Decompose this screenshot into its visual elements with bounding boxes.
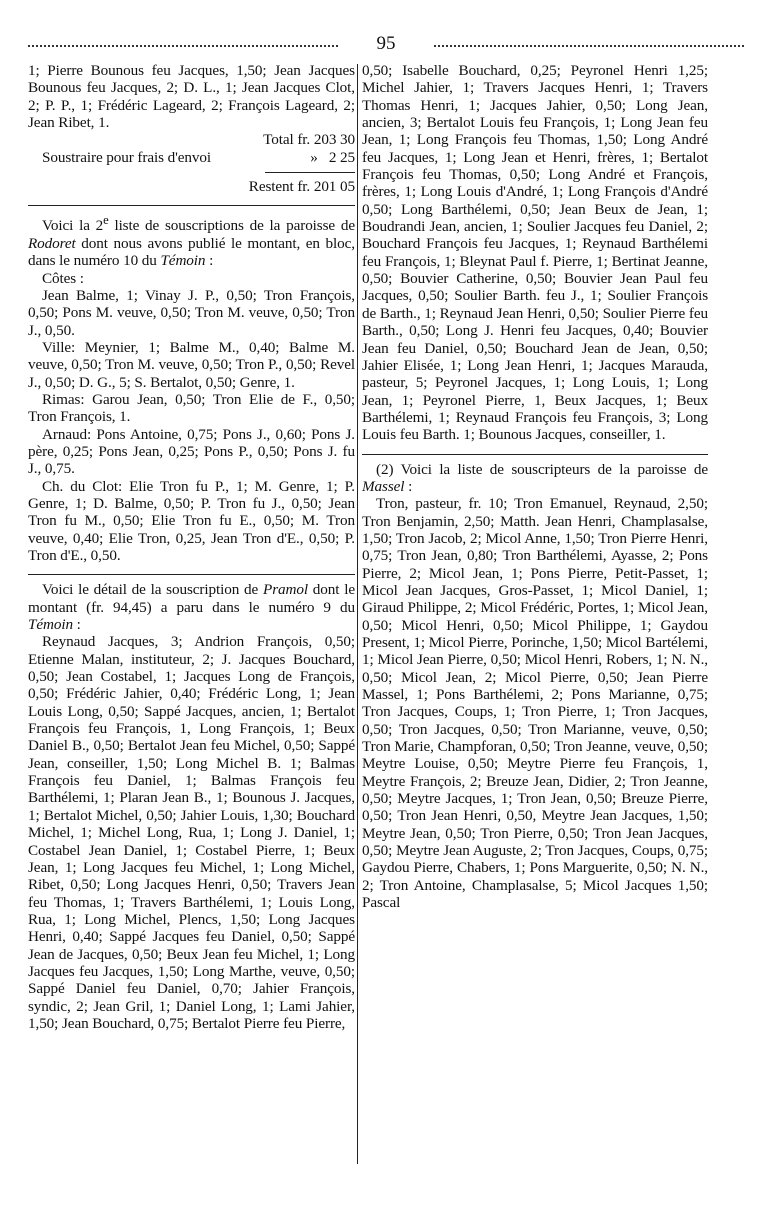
subtract-label: Soustraire pour frais d'envoi: [42, 148, 211, 166]
arnaud-list: Arnaud: Pons Antoine, 0,75; Pons J., 0,60; Pons J. père, 0,25; Pons Jean, 0,25; Pons P., 0,50; Pons J. fu J., 0,75.: [28, 425, 355, 478]
massel-list: Tron, pasteur, fr. 10; Tron Emanuel, Reynaud, 2,50; Tron Benjamin, 2,50; Matth. Jean Henri, Champlasalse, 1,50; Tron Jacob, 2; Micol Anne, 1,50; Tron Pierre Henri, 0,75; Tron Jean, 0,80; Tron Barthélemi, Ayasse, 2; Pons Pierre, 2; Micol Jean, 1; Pons Pierre, Petit-Passet, 1; Micol Jean Jacques, Gros-Passet, 1; Micol Daniel, 1; Giraud Philippe, 2; Micol Frédéric, Portes, 1; Micol Jean, 0,50; Micol Henri, 0,50; Micol Philippe, 1; Gaydou Present, 1; Micol Pierre, Porinche, 1,50; Micol Bartélemi, 1; Micol Jean Pierre, 0,50; Micol Henri, Robers, 1; N. N., 0,50; Micol Jean, 2; Micol Pierre, 0,50; Jean Pierre Massel, 1; Pons Barthélemi, 2; Pons Marianne, 0,75; Tron Jacques, Coups, 1; Tron Pierre, 1; Tron Jacques, 0,50; Tron Jacques, 0,50; Tron Marianne, veuve, 0,50; Tron Marie, Champforan, 0,50; Tron Jeanne, veuve, 0,50; Meytre Louise, 0,50; Meytre Pierre feu François, 1, Meytre François, 2; Breuze Jean, Didier, 2; Tron Jeanne, 0,50; Meytre Jacques, 1; Tron Jean, 0,50; Breuze Pierre, 0,50; Tron Jean Henri, 0,50, Meytre Jean Jacques, 1,50; Meytre Jean, 0,50; Tron Pierre, 0,50; Tron Jean Jacques, 0,50; Meytre Jean Auguste, 2; Tron Jacques, Coups, 0,75; Gaydou Pierre, Chabers, 1; Pons Marguerite, 0,50; N. N., 2; Tron Antoine, Champlasalse, 5; Micol Jacques 1,50; Pascal: [362, 495, 708, 912]
bounous-list-end: 1; Pierre Bounous feu Jacques, 1,50; Jean Jacques Bounous feu Jacques, 2; D. L., 1; Jean Jacques Clot, 2; P. P., 1; Frédéric Lageard, 2; François Lageard, 2; Jean Ribet, 1.: [28, 62, 355, 132]
place-rodoret: Rodoret: [28, 234, 76, 252]
restent-line: Restent fr. 201 05: [28, 174, 355, 195]
place-massel: Massel: [362, 477, 405, 495]
journal-name: Témoin: [28, 616, 73, 634]
cotes-list: Jean Balme, 1; Vinay J. P., 0,50; Tron François, 0,50; Pons M. veuve, 0,50; Tron M. veuve, 0,50; Tron J., 0,50.: [28, 286, 355, 339]
page-number: 95: [376, 33, 396, 54]
section-rule: [28, 574, 355, 575]
page-header: [28, 30, 744, 58]
section-rule: [28, 205, 355, 206]
ville-list: Ville: Meynier, 1; Balme M., 0,40; Balme M. veuve, 0,50; Tron M. veuve, 0,50; Tron P., 0,50; Revel J., 0,50; D. G., 5; S. Bertalot, 0,50; Genre, 1.: [28, 338, 355, 391]
pramol-list: Reynaud Jacques, 3; Andrion François, 0,50; Etienne Malan, instituteur, 2; J. Jacques Bouchard, 0,50; Jean Costabel, 1; Jacques Long de François, 0,50; Frédéric Jahier, 0,40; Frédéric Long, 1; Jean Louis Long, 0,50; Sappé Jacques, ancien, 1; Bertalot François feu François, 1, Long François, 1; Beux Daniel B., 0,50; Bertalot Jean feu Michel, 0,50; Sappé Jean, conseiller, 1,50; Long Michel B. 1; Balmas François feu Daniel, 1; Balmas François feu Barthélemi, 1; Plaran Jean B., 1; Bounous J. Jacques, 1; Bertalot Michel, 0,50; Jahier Louis, 1,30; Bouchard Michel, 1; Michel Long, Rua, 1; Long J. Daniel, 1; Costabel Jean Daniel, 1; Costabel Pierre, 1; Beux Jean, 1; Long Jacques feu Michel, 1; Long Michel, Ribet, 0,50; Long Jacques Henri, 0,50; Travers Jean feu Thomas, 1; Travers Barthélemi, 1; Louis Long, Rua, 1; Long Michel, Plencs, 1,50; Long Jacques Henri, 0,40; Sappé Jacques feu Daniel, 0,50; Sappé Jean de Jacques, 0,50; Beux Jean feu Michel, 1; Long Jacques feu Jacques, 1,50; Long Marthe, veuve, 0,50; Sappé Daniel feu Daniel, 0,70; Jahier François, syndic, 2; Jean Gril, 1; Daniel Long, 1; Lami Jahier, 1,50; Jean Bouchard, 0,75; Bertalot Pierre feu Pierre,: [28, 633, 355, 1032]
total-label: Total fr.: [263, 131, 311, 149]
cotes-label: Côtes :: [42, 269, 84, 287]
section-rule: [362, 454, 708, 455]
place-pramol: Pramol: [263, 581, 308, 599]
subtract-symbol: »: [310, 148, 318, 166]
rimas-list: Rimas: Garou Jean, 0,50; Tron Elie de F., 0,50; Tron François, 1.: [28, 390, 355, 426]
subtract-value: 2 25: [328, 148, 355, 166]
right-column: [362, 62, 708, 912]
subtract-line: [28, 149, 355, 166]
ordinal-sup: e: [103, 213, 109, 228]
column-separator: [357, 64, 358, 1164]
header-rule-right: [434, 45, 744, 47]
total-value: 203 30: [313, 131, 355, 149]
massel-intro: (2) Voici la liste de souscripteurs de la paroisse de Massel :: [362, 460, 708, 495]
header-rule-left: [28, 45, 338, 47]
clot-list: Ch. du Clot: Elie Tron fu P., 1; M. Genre, 1; P. Genre, 1; D. Balme, 0,50; P. Tron fu J., 0,50; Jean Tron fu M., 0,50; Elie Tron fu E., 0,50; M. Tron veuve, 0,40; Elie Tron, 0,25, Jean Tron d'E., 0,50; P. Tron d'E., 0,50.: [28, 477, 355, 564]
left-column: [28, 62, 355, 1032]
rodoret-intro: Voici la 2e liste de souscriptions de la paroisse de Rodoret dont nous avons publié le montant, en bloc, dans le numéro 10 du Témoin :: [28, 213, 355, 270]
pramol-list-continued: 0,50; Isabelle Bouchard, 0,25; Peyronel Henri 1,25; Michel Jahier, 1; Travers Jacques Henri, 1; Travers Thomas Henri, 1; Jacques Jahier, 0,50; Long Jean, ancien, 3; Bertalot Louis feu François, 1; Long Jean feu Jean, 1; Long François feu Thomas, 1,50; Long André feu Jacques, 1; Long Jean et Henri, frères, 1; Bertalot François feu Thomas, 0,50; Long André et François, frères, 1; Long Louis d'André, 1; Long François d'André 0,50; Long Barthélemi, 0,50; Jean Beux de Jean, 1; Boudrandi Jean, ancien, 1; Soulier Jacques feu Daniel, 2; Bouchard François feu Jacques, 1; Reynaud Barthélemi feu François, 1; Bleynat Paul f. Pierre, 1; Bertinat Jeanne, 0,50; Bouvier Catherine, 0,50; Bouvier Jean Paul feu Jacques, 0,50; Soulier Barth. feu J., 1; Soulier François de Barth., 1; Reynaud Jean Henri, 0,50; Soulier Pierre feu Barth., 0,50; Long J. Henri feu Jacques, 0,40; Bouvier Jean feu Daniel, 0,50; Bouchard Jean de Jean, 0,50; Jahier Elisée, 1; Long Jean Henri, 1; Jacques Marauda, pasteur, 5; Peyronel Jacques, 1; Long Louis, 1; Long Jean, 1; Peyronel Pierre, 1, Beux Jacques, 1; Beux Barthélemi, 1; Reynaud François feu François, 3; Long Louis feu Barth. 1; Bounous Jacques, conseiller, 1.: [362, 62, 708, 444]
journal-name: Témoin: [160, 252, 206, 270]
pramol-intro: Voici le détail de la souscription de Pramol dont le montant (fr. 94,45) a paru dans le numéro 9 du Témoin :: [28, 581, 355, 634]
page: [28, 30, 744, 1210]
total-line: [28, 131, 355, 148]
